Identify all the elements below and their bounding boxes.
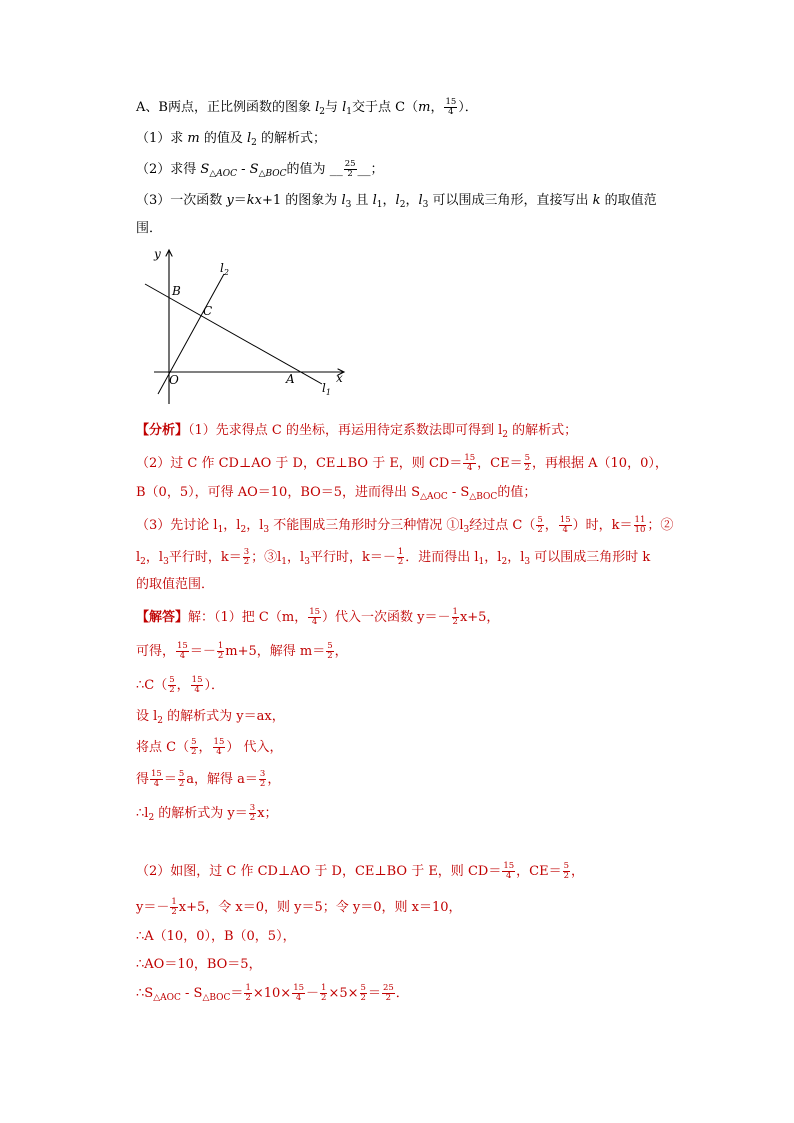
- solution-line-7: $\therefore l_2$ 的解析式为 y＝ $\frac{3}{2}$ x；: [136, 803, 278, 823]
- solution-line-9: y＝－ $\frac{1}{2}$ x+5，令 x＝0，则 y＝5；令 y＝0，则 x＝10，: [136, 897, 462, 917]
- label-l1: $l_1$: [322, 381, 331, 397]
- point-C: C: [203, 304, 213, 318]
- solution-line-2: 可得， $\frac{15}{4}$ ＝－ $\frac{1}{2}$ m+5，解得 m＝ $\frac{5}{2}$ ，: [136, 641, 348, 661]
- solution-line-1: 【解答】解：（1）把 C（m， $\frac{15}{4}$ ）代入一次函数 y＝－ $\frac{1}{2}$ x+5，: [136, 607, 500, 627]
- question-2: （2）求得 $S_{\triangle AOC} - S_{\triangle BOC}$的值为 __ $\frac{25}{2}$ __；: [136, 159, 384, 179]
- solution-line-3: ∴C（ $\frac{5}{2}$ ， $\frac{15}{4}$ ）．: [136, 675, 224, 695]
- solution-line-6: 得 $\frac{15}{4}$ ＝ $\frac{5}{2}$ a，解得 a＝ $\frac{3}{2}$ ，: [136, 769, 281, 789]
- point-A: A: [286, 372, 295, 386]
- solution-line-10: ∴A（10，0），B（0，5），: [136, 929, 296, 944]
- problem-intro: A、B两点，正比例函数的图象 $l_2$与 $l_1$交于点 C（m， $\frac{15}{4}$ ）．: [136, 97, 478, 117]
- solution-line-8: （2）如图，过 C 作 CD⊥AO 于 D，CE⊥BO 于 E，则 CD＝ $\frac{15}{4}$ ，CE＝ $\frac{5}{2}$ ，: [136, 861, 585, 881]
- solution-line-11: ∴AO＝10，BO＝5，: [136, 957, 262, 972]
- coordinate-figure: [136, 244, 356, 406]
- solution-line-5: 将点 C（ $\frac{5}{2}$ ， $\frac{15}{4}$ ） 代入，: [136, 737, 283, 757]
- point-O: O: [169, 373, 179, 387]
- line-l2: [158, 274, 224, 394]
- point-B: B: [172, 284, 181, 298]
- solution-line-12: $\therefore S_{\triangle AOC} - S_{\triangle BOC}=$ $\frac{1}{2}$ ×10× $\frac{15}{4}$ － $\frac{1}{2}$ ×5× $\frac{5}{2}$ ＝ $\frac{25}{2}$ ．: [136, 983, 409, 1003]
- question-1: （1）求 m 的值及 $l_2$ 的解析式；: [136, 131, 327, 148]
- analysis-line-5: $l_2$，$l_3$平行时，k＝ $\frac{3}{2}$ ；$③l_1$，$l_3$平行时，k＝－ $\frac{1}{2}$ ．进而得出 $l_1$，$l_2$，$l_3$ 可以围成三角形时 k: [136, 547, 651, 567]
- label-l2: $l_2$: [220, 261, 229, 277]
- analysis-line-6: 的取值范围．: [136, 577, 215, 592]
- label-y: y: [154, 247, 161, 261]
- label-x: x: [336, 371, 343, 385]
- analysis-line-1: 【分析】（1）先求得点 C 的坐标，再运用待定系数法即可得到 $l_2$ 的解析式；: [136, 423, 578, 440]
- analysis-line-4: （3）先讨论 $l_1$，$l_2$，$l_3$ 不能围成三角形时分三种情况 $①l_3$经过点 C（ $\frac{5}{2}$ ， $\frac{15}{4}$ ）时，k＝ $\frac{11}{10}$ ；②: [136, 515, 674, 535]
- question-3: （3）一次函数 y＝kx+1 的图象为 $l_3$ 且 $l_1$，$l_2$，$l_3$ 可以围成三角形，直接写出 k 的取值范: [136, 193, 657, 210]
- solution-line-4: 设 $l_2$ 的解析式为 y＝ax，: [136, 709, 285, 726]
- analysis-line-2: （2）过 C 作 CD⊥AO 于 D，CE⊥BO 于 E，则 CD＝ $\frac{15}{4}$ ，CE＝ $\frac{5}{2}$ ，再根据 A（10，0），: [136, 453, 668, 473]
- question-3-cont: 围．: [136, 221, 163, 236]
- analysis-line-3: B（0，5），可得 AO＝10，BO＝5，进而得出 $S_{\triangle AOC} - S_{\triangle BOC}$的值；: [136, 485, 537, 502]
